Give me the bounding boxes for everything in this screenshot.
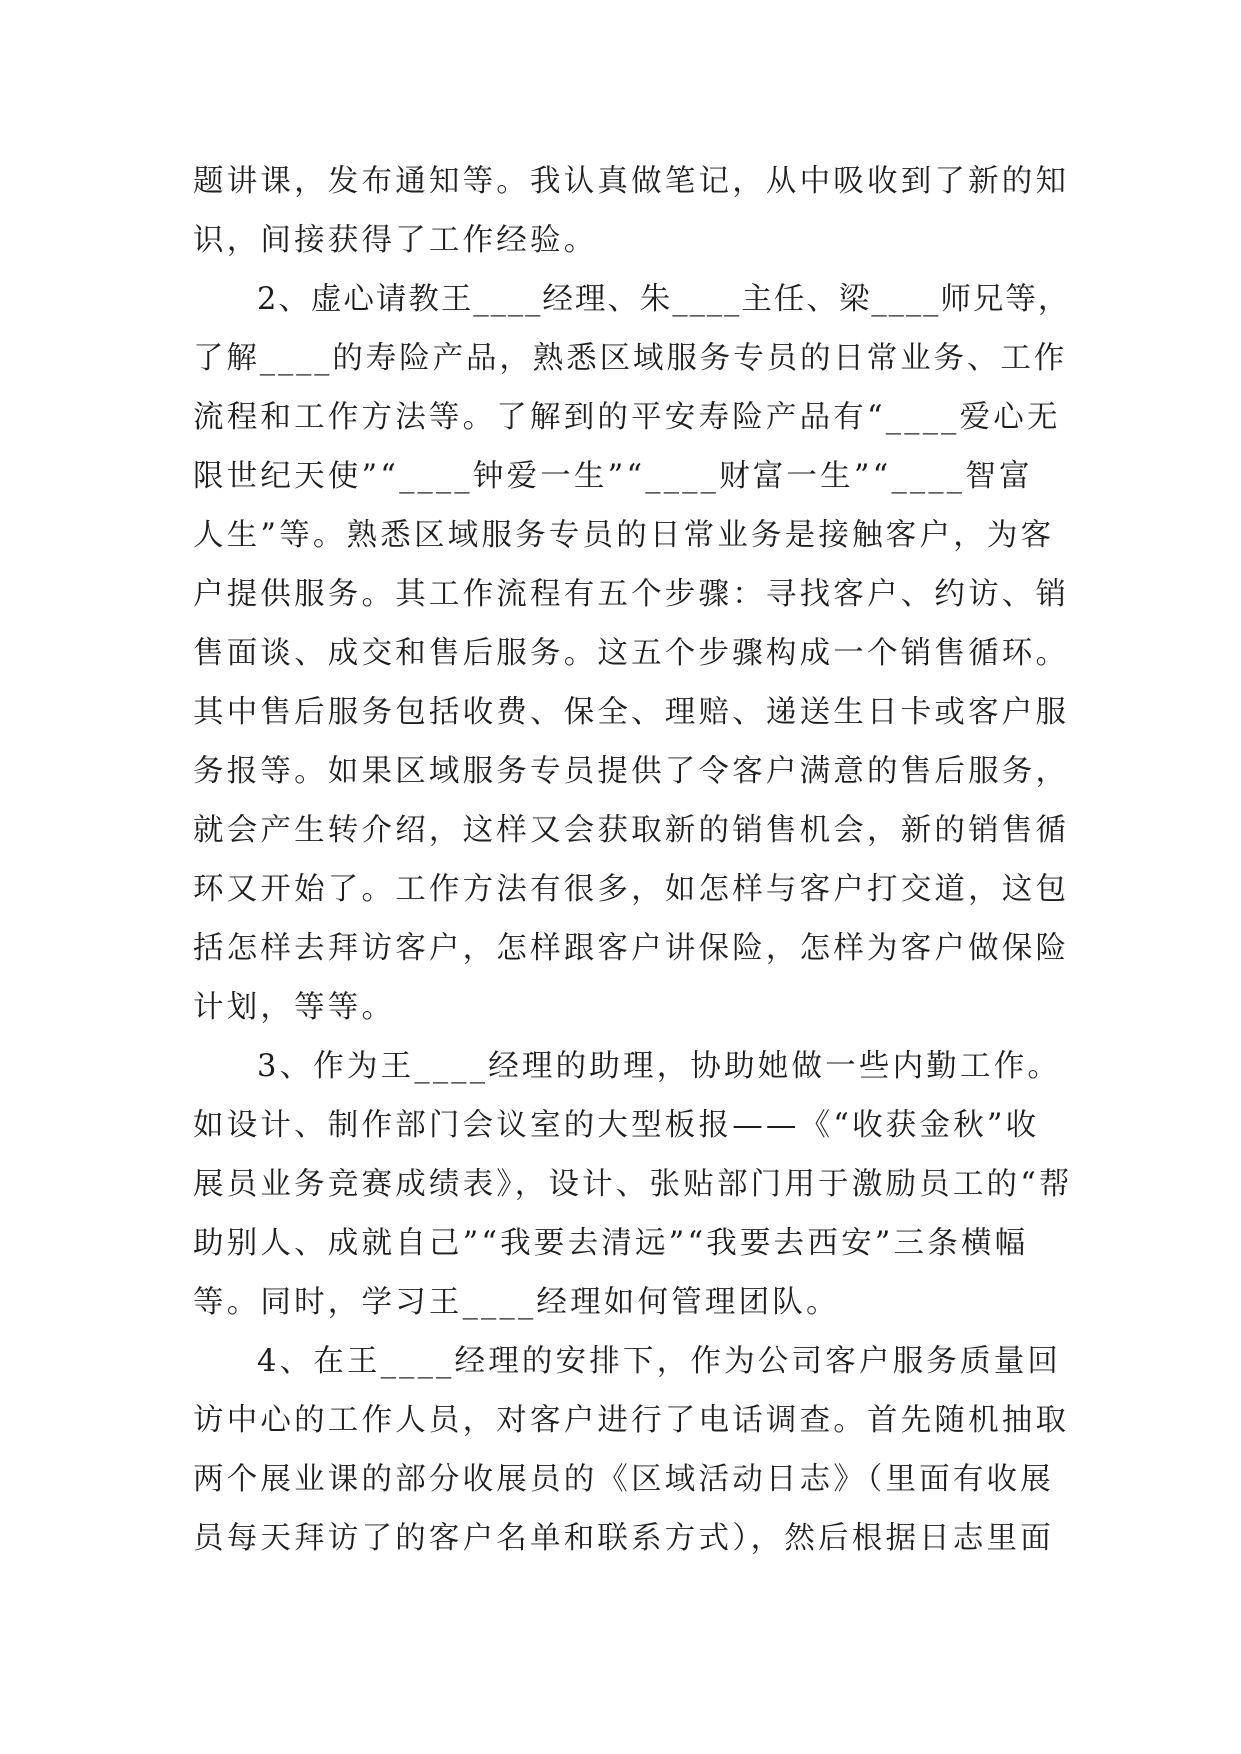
- text-line: 助别人、成就自己”“我要去清远”“我要去西安”三条横幅: [193, 1226, 1029, 1261]
- text-line: 售面谈、成交和售后服务。这五个步骤构成一个销售循环。: [193, 636, 1070, 671]
- text-line: 两个展业课的部分收展员的《区域活动日志》（里面有收展: [193, 1462, 1054, 1497]
- text-line: 环又开始了。工作方法有很多，如怎样与客户打交道，这包: [193, 872, 1070, 907]
- text-line: 就会产生转介绍，这样又会获取新的销售机会，新的销售循: [193, 813, 1070, 848]
- text-line: 流程和工作方法等。了解到的平安寿险产品有“____爱心无: [193, 400, 1061, 435]
- text-line: 括怎样去拜访客户，怎样跟客户讲保险，怎样为客户做保险: [193, 931, 1070, 966]
- paragraph-2-start: 2、虚心请教王____经理、朱____主任、梁____师兄等，: [257, 282, 1071, 317]
- text-line: 户提供服务。其工作流程有五个步骤：寻找客户、约访、销: [193, 577, 1070, 612]
- text-line: 了解____的寿险产品，熟悉区域服务专员的日常业务、工作: [193, 341, 1068, 376]
- text-line: 访中心的工作人员，对客户进行了电话调查。首先随机抽取: [193, 1403, 1070, 1438]
- document-body: [193, 152, 1073, 1568]
- text-line: 如设计、制作部门会议室的大型板报——《“收获金秋”收: [193, 1108, 1040, 1143]
- text-line: 题讲课，发布通知等。我认真做笔记，从中吸收到了新的知: [193, 164, 1070, 199]
- text-line: 识，间接获得了工作经验。: [193, 223, 598, 258]
- paragraph-3-start: 3、作为王____经理的助理，协助她做一些内勤工作。: [257, 1049, 1062, 1084]
- text-line: 等。同时，学习王____经理如何管理团队。: [193, 1285, 840, 1320]
- text-line: 员每天拜访了的客户名单和联系方式），然后根据日志里面: [193, 1521, 1054, 1556]
- paragraph-4-start: 4、在王____经理的安排下，作为公司客户服务质量回: [257, 1344, 1062, 1379]
- text-line: 计划，等等。: [193, 990, 396, 1025]
- text-line: 限世纪天使”“____钟爱一生”“____财富一生”“____智富: [193, 459, 1033, 494]
- text-line: 务报等。如果区域服务专员提供了令客户满意的售后服务，: [193, 754, 1070, 789]
- text-line: 展员业务竞赛成绩表》，设计、张贴部门用于激励员工的“帮: [193, 1167, 1073, 1202]
- text-line: 其中售后服务包括收费、保全、理赔、递送生日卡或客户服: [193, 695, 1070, 730]
- text-line: 人生”等。熟悉区域服务专员的日常业务是接触客户，为客: [193, 518, 1055, 553]
